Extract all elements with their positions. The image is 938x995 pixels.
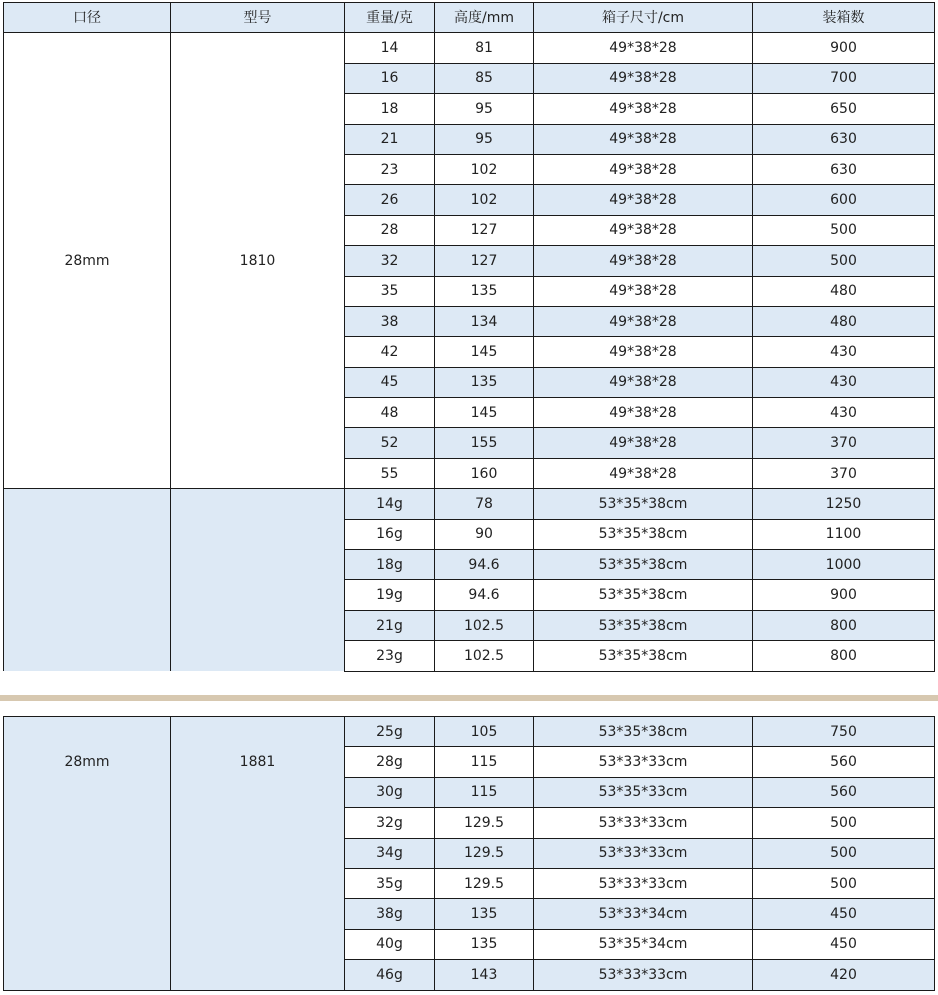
header-weight: 重量/克 [345, 3, 435, 33]
box-size-cell: 53*35*38cm [534, 519, 753, 549]
height-cell: 90 [435, 519, 534, 549]
height-cell: 81 [435, 33, 534, 63]
height-cell: 135 [435, 367, 534, 397]
pack-count-cell: 430 [753, 367, 935, 397]
weight-cell: 34g [345, 838, 435, 868]
spec-table-upper [3, 2, 935, 672]
weight-cell: 23 [345, 154, 435, 184]
weight-cell: 35g [345, 868, 435, 898]
box-size-cell: 53*33*34cm [534, 899, 753, 929]
pack-count-cell: 1100 [753, 519, 935, 549]
pack-count-cell: 420 [753, 960, 935, 990]
box-size-cell: 53*35*38cm [534, 717, 753, 747]
height-cell: 135 [435, 276, 534, 306]
weight-cell: 19g [345, 580, 435, 610]
weight-cell: 48 [345, 398, 435, 428]
box-size-cell: 49*38*28 [534, 398, 753, 428]
pack-count-cell: 630 [753, 154, 935, 184]
box-size-cell: 49*38*28 [534, 94, 753, 124]
height-cell: 129.5 [435, 868, 534, 898]
pack-count-cell: 370 [753, 428, 935, 458]
height-cell: 102.5 [435, 641, 534, 671]
header-caliber: 口径 [4, 3, 171, 33]
height-cell: 134 [435, 306, 534, 336]
box-size-cell: 53*35*38cm [534, 641, 753, 671]
pack-count-cell: 430 [753, 398, 935, 428]
box-size-cell: 53*35*34cm [534, 929, 753, 959]
weight-cell: 52 [345, 428, 435, 458]
weight-cell: 42 [345, 337, 435, 367]
weight-cell: 16g [345, 519, 435, 549]
box-size-cell: 53*33*33cm [534, 747, 753, 777]
box-size-cell: 49*38*28 [534, 276, 753, 306]
header-pack-count: 装箱数 [753, 3, 935, 33]
height-cell: 135 [435, 929, 534, 959]
pack-count-cell: 500 [753, 868, 935, 898]
header-model: 型号 [171, 3, 345, 33]
weight-cell: 21g [345, 610, 435, 640]
height-cell: 95 [435, 94, 534, 124]
box-size-cell: 49*38*28 [534, 124, 753, 154]
weight-cell: 38 [345, 306, 435, 336]
weight-cell: 18g [345, 550, 435, 580]
box-size-cell: 49*38*28 [534, 458, 753, 488]
pack-count-cell: 600 [753, 185, 935, 215]
pack-count-cell: 500 [753, 246, 935, 276]
weight-cell: 45 [345, 367, 435, 397]
pack-count-cell: 750 [753, 717, 935, 747]
pack-count-cell: 430 [753, 337, 935, 367]
height-cell: 127 [435, 246, 534, 276]
weight-cell: 23g [345, 641, 435, 671]
page-separator [0, 695, 938, 701]
model-cell-continued [171, 489, 345, 671]
height-cell: 94.6 [435, 550, 534, 580]
pack-count-cell: 900 [753, 33, 935, 63]
box-size-cell: 49*38*28 [534, 185, 753, 215]
weight-cell: 18 [345, 94, 435, 124]
weight-cell: 26 [345, 185, 435, 215]
box-size-cell: 53*33*33cm [534, 808, 753, 838]
pack-count-cell: 650 [753, 94, 935, 124]
box-size-cell: 49*38*28 [534, 215, 753, 245]
table-row [4, 33, 935, 63]
weight-cell: 14g [345, 489, 435, 519]
spec-table-lower [3, 716, 935, 991]
weight-cell: 35 [345, 276, 435, 306]
height-cell: 127 [435, 215, 534, 245]
table-row [4, 489, 935, 519]
pack-count-cell: 450 [753, 899, 935, 929]
pack-count-cell: 370 [753, 458, 935, 488]
height-cell: 135 [435, 899, 534, 929]
weight-cell: 16 [345, 63, 435, 93]
caliber-cell: 28mm [4, 33, 171, 489]
box-size-cell: 53*35*38cm [534, 580, 753, 610]
pack-count-cell: 500 [753, 838, 935, 868]
box-size-cell: 49*38*28 [534, 63, 753, 93]
caliber-cell-continued [4, 489, 171, 671]
height-cell: 94.6 [435, 580, 534, 610]
box-size-cell: 49*38*28 [534, 428, 753, 458]
table-row [4, 717, 935, 747]
box-size-cell: 53*35*33cm [534, 777, 753, 807]
caliber-cell: 28mm [4, 717, 171, 991]
height-cell: 95 [435, 124, 534, 154]
weight-cell: 25g [345, 717, 435, 747]
box-size-cell: 49*38*28 [534, 33, 753, 63]
height-cell: 105 [435, 717, 534, 747]
weight-cell: 38g [345, 899, 435, 929]
height-cell: 85 [435, 63, 534, 93]
box-size-cell: 53*35*38cm [534, 610, 753, 640]
pack-count-cell: 900 [753, 580, 935, 610]
box-size-cell: 53*33*33cm [534, 868, 753, 898]
weight-cell: 28g [345, 747, 435, 777]
box-size-cell: 49*38*28 [534, 306, 753, 336]
pack-count-cell: 560 [753, 777, 935, 807]
height-cell: 155 [435, 428, 534, 458]
header-box-size: 箱子尺寸/cm [534, 3, 753, 33]
pack-count-cell: 500 [753, 215, 935, 245]
pack-count-cell: 480 [753, 306, 935, 336]
pack-count-cell: 630 [753, 124, 935, 154]
height-cell: 129.5 [435, 808, 534, 838]
pack-count-cell: 1250 [753, 489, 935, 519]
height-cell: 143 [435, 960, 534, 990]
box-size-cell: 53*35*38cm [534, 489, 753, 519]
weight-cell: 30g [345, 777, 435, 807]
box-size-cell: 49*38*28 [534, 154, 753, 184]
box-size-cell: 49*38*28 [534, 337, 753, 367]
model-cell: 1810 [171, 33, 345, 489]
pack-count-cell: 480 [753, 276, 935, 306]
pack-count-cell: 800 [753, 610, 935, 640]
weight-cell: 46g [345, 960, 435, 990]
weight-cell: 28 [345, 215, 435, 245]
weight-cell: 40g [345, 929, 435, 959]
height-cell: 160 [435, 458, 534, 488]
weight-cell: 32 [345, 246, 435, 276]
height-cell: 115 [435, 777, 534, 807]
box-size-cell: 49*38*28 [534, 246, 753, 276]
box-size-cell: 49*38*28 [534, 367, 753, 397]
pack-count-cell: 500 [753, 808, 935, 838]
header-height: 高度/mm [435, 3, 534, 33]
pack-count-cell: 700 [753, 63, 935, 93]
weight-cell: 14 [345, 33, 435, 63]
height-cell: 145 [435, 337, 534, 367]
height-cell: 102 [435, 185, 534, 215]
box-size-cell: 53*35*38cm [534, 550, 753, 580]
model-cell: 1881 [171, 717, 345, 991]
box-size-cell: 53*33*33cm [534, 838, 753, 868]
pack-count-cell: 560 [753, 747, 935, 777]
height-cell: 102 [435, 154, 534, 184]
weight-cell: 32g [345, 808, 435, 838]
height-cell: 115 [435, 747, 534, 777]
pack-count-cell: 1000 [753, 550, 935, 580]
height-cell: 102.5 [435, 610, 534, 640]
weight-cell: 55 [345, 458, 435, 488]
box-size-cell: 53*33*33cm [534, 960, 753, 990]
pack-count-cell: 450 [753, 929, 935, 959]
weight-cell: 21 [345, 124, 435, 154]
height-cell: 129.5 [435, 838, 534, 868]
header-row [4, 3, 935, 33]
height-cell: 145 [435, 398, 534, 428]
pack-count-cell: 800 [753, 641, 935, 671]
height-cell: 78 [435, 489, 534, 519]
